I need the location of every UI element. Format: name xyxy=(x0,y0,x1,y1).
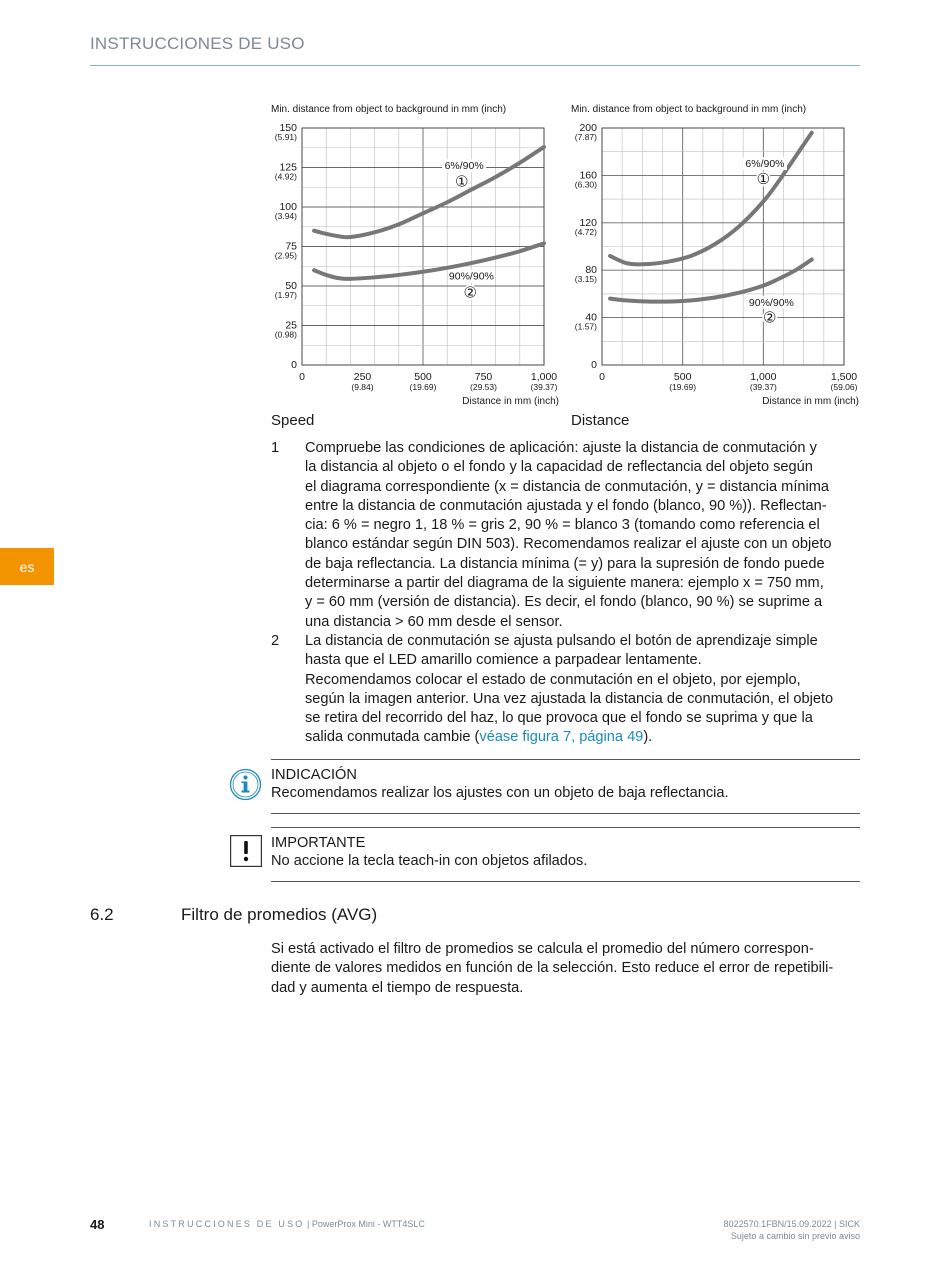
text-line: Compruebe las condiciones de aplicación: ajuste la distancia de conmutación y xyxy=(305,440,817,456)
footer-notice: Sujeto a cambio sin previo aviso xyxy=(730,1231,860,1241)
y-tick-label: 120 xyxy=(579,216,597,229)
text-line: la distancia al objeto o el fondo y la capacidad de reflectancia del objeto según xyxy=(305,459,813,476)
x-tick-label: 1,000 xyxy=(750,371,777,383)
text-fragment: ). xyxy=(643,729,653,746)
section-title: Filtro de promedios (AVG) xyxy=(181,905,378,924)
x-tick-label: 0 xyxy=(599,371,605,383)
figure-link[interactable]: véase figura 7, página 49 xyxy=(479,729,644,746)
x-tick-sublabel: (39.37) xyxy=(749,382,777,392)
text-line: de baja reflectancia. La distancia mínima (= y) para la supresión de fondo puede xyxy=(305,555,825,572)
text-line: determinarse a partir del diagrama de la siguiente manera: ejemplo x = 750 mm, xyxy=(305,575,824,592)
series-label: 90%/90% xyxy=(748,296,794,309)
note-title: IMPORTANTE xyxy=(271,835,366,851)
x-tick-sublabel: (9.84) xyxy=(351,382,374,392)
y-tick-sublabel: (1.57) xyxy=(574,321,597,332)
y-tick-label: 0 xyxy=(291,359,297,371)
y-tick-sublabel: (4.72) xyxy=(574,226,597,237)
note-title: INDICACIÓN xyxy=(271,767,357,783)
text-line: y = 60 mm (versión de distancia). Es decir, el fondo (blanco, 90 %) se suprime a xyxy=(305,594,823,611)
x-tick-label: 1,500 xyxy=(830,371,858,383)
header-rule xyxy=(90,65,860,66)
series-marker: ① xyxy=(454,173,469,191)
list-item-number: 1 xyxy=(271,440,280,456)
text-line: se retira del recorrido del haz, lo que provoca que el fondo se suprima y que la xyxy=(305,710,813,727)
series-marker: ① xyxy=(756,170,771,188)
list-item xyxy=(271,632,861,748)
y-tick-label: 50 xyxy=(285,280,297,292)
y-tick-sublabel: (3.15) xyxy=(574,274,597,285)
section-paragraph xyxy=(271,940,861,998)
series-line xyxy=(314,147,544,237)
y-tick-label: 80 xyxy=(585,264,597,277)
series-label: 6%/90% xyxy=(444,160,484,173)
distance-chart-caption: Distance xyxy=(571,412,630,429)
x-tick-label: 500 xyxy=(673,371,692,383)
footer-product: | PowerProx Mini - WTT4SLC xyxy=(304,1219,425,1229)
note-indicacion xyxy=(271,759,860,814)
exclamation-icon xyxy=(230,835,262,867)
series-marker: ② xyxy=(763,309,777,327)
x-tick-sublabel: (39.37) xyxy=(530,382,558,392)
text-line: dad y aumenta el tiempo de respuesta. xyxy=(271,979,524,996)
y-tick-sublabel: (2.95) xyxy=(274,250,297,261)
footer-document xyxy=(149,1219,425,1229)
x-tick-sublabel: (19.69) xyxy=(669,382,697,392)
y-tick-label: 100 xyxy=(279,201,297,213)
x-tick-sublabel: (29.53) xyxy=(470,382,497,392)
y-tick-label: 160 xyxy=(579,169,597,182)
list-item xyxy=(271,439,861,632)
series-label: 90%/90% xyxy=(448,270,494,283)
text-line: entre la distancia de conmutación ajustada y el fondo (blanco, 90 %)). Reflectan- xyxy=(305,497,827,514)
text-line: cia: 6 % = negro 1, 18 % = gris 2, 90 % = blanco 3 (tomando como referencia el xyxy=(305,517,820,534)
y-tick-label: 0 xyxy=(591,359,597,371)
text-fragment: salida conmutada cambie ( xyxy=(305,729,480,746)
y-tick-sublabel: (1.97) xyxy=(274,290,297,300)
y-tick-sublabel: (5.91) xyxy=(274,132,297,142)
footer-reference xyxy=(724,1218,860,1242)
note-text: Recomendamos realizar los ajustes con un objeto de baja reflectancia. xyxy=(271,785,729,801)
page-number: 48 xyxy=(90,1217,105,1232)
x-tick-label: 250 xyxy=(353,371,372,383)
header-title: INSTRUCCIONES DE USO xyxy=(90,34,305,53)
series-line xyxy=(610,133,812,265)
footer-doc-type: INSTRUCCIONES DE USO xyxy=(149,1219,305,1229)
y-tick-sublabel: (3.94) xyxy=(274,211,297,221)
section-number: 6.2 xyxy=(90,905,114,924)
y-axis-title: Min. distance from object to background in mm (inch) xyxy=(271,104,507,115)
note-text: No accione la tecla teach-in con objetos afilados. xyxy=(271,853,588,869)
x-axis-title: Distance in mm (inch) xyxy=(462,396,559,407)
text-line: blanco estándar según DIN 503). Recomendamos realizar el ajuste con un objeto xyxy=(305,536,832,553)
language-tab[interactable]: es xyxy=(0,548,54,585)
x-tick-sublabel: (59.06) xyxy=(830,382,858,392)
list-item-text xyxy=(305,632,861,748)
x-axis-title: Distance in mm (inch) xyxy=(762,396,859,407)
series-line xyxy=(314,243,544,279)
text-line: según la imagen anterior. Una vez ajustada la distancia de conmutación, el objeto xyxy=(305,690,834,707)
y-tick-sublabel: (7.87) xyxy=(574,132,597,142)
y-axis-title: Min. distance from object to background in mm (inch) xyxy=(571,104,807,115)
list-item-number: 2 xyxy=(271,632,280,649)
x-tick-label: 750 xyxy=(474,371,493,383)
speed-chart xyxy=(262,98,567,410)
text-line: La distancia de conmutación se ajusta pulsando el botón de aprendizaje simple xyxy=(305,632,818,649)
series-marker: ② xyxy=(463,284,477,302)
text-line: diente de valores medidos en función de la selección. Esto reduce el error de repetibili- xyxy=(271,960,834,977)
y-tick-label: 75 xyxy=(285,240,297,253)
y-tick-label: 150 xyxy=(279,122,297,134)
note-importante xyxy=(271,827,860,882)
y-tick-sublabel: (4.92) xyxy=(274,171,297,182)
list-item-text xyxy=(305,439,861,632)
instruction-list xyxy=(271,439,861,748)
text-line: Si está activado el filtro de promedios se calcula el promedio del número correspon- xyxy=(271,941,814,957)
x-tick-label: 1,000 xyxy=(530,371,558,383)
x-tick-sublabel: (19.69) xyxy=(409,382,437,392)
y-tick-label: 200 xyxy=(579,122,597,134)
y-tick-label: 125 xyxy=(279,161,297,174)
x-tick-label: 500 xyxy=(414,371,432,383)
distance-chart xyxy=(562,98,867,410)
footer-ref: 8022570.1FBN/15.09.2022 | SICK xyxy=(723,1219,860,1229)
text-line: Recomendamos colocar el estado de conmutación en el objeto, por ejemplo, xyxy=(305,671,801,688)
series-label: 6%/90% xyxy=(745,158,785,171)
text-line: una distancia > 60 mm desde el sensor. xyxy=(305,613,563,630)
x-tick-label: 0 xyxy=(299,371,305,383)
y-tick-label: 40 xyxy=(585,311,597,324)
info-icon xyxy=(229,768,262,801)
text-line: el diagrama correspondiente (x = distancia de conmutación, y = distancia mínima xyxy=(305,478,830,495)
y-tick-sublabel: (6.30) xyxy=(574,179,597,190)
text-line: hasta que el LED amarillo comience a parpadear lentamente. xyxy=(305,652,702,669)
text-line xyxy=(305,728,861,747)
y-tick-label: 25 xyxy=(285,319,297,332)
y-tick-sublabel: (0.98) xyxy=(274,329,297,340)
speed-chart-caption: Speed xyxy=(271,412,315,429)
